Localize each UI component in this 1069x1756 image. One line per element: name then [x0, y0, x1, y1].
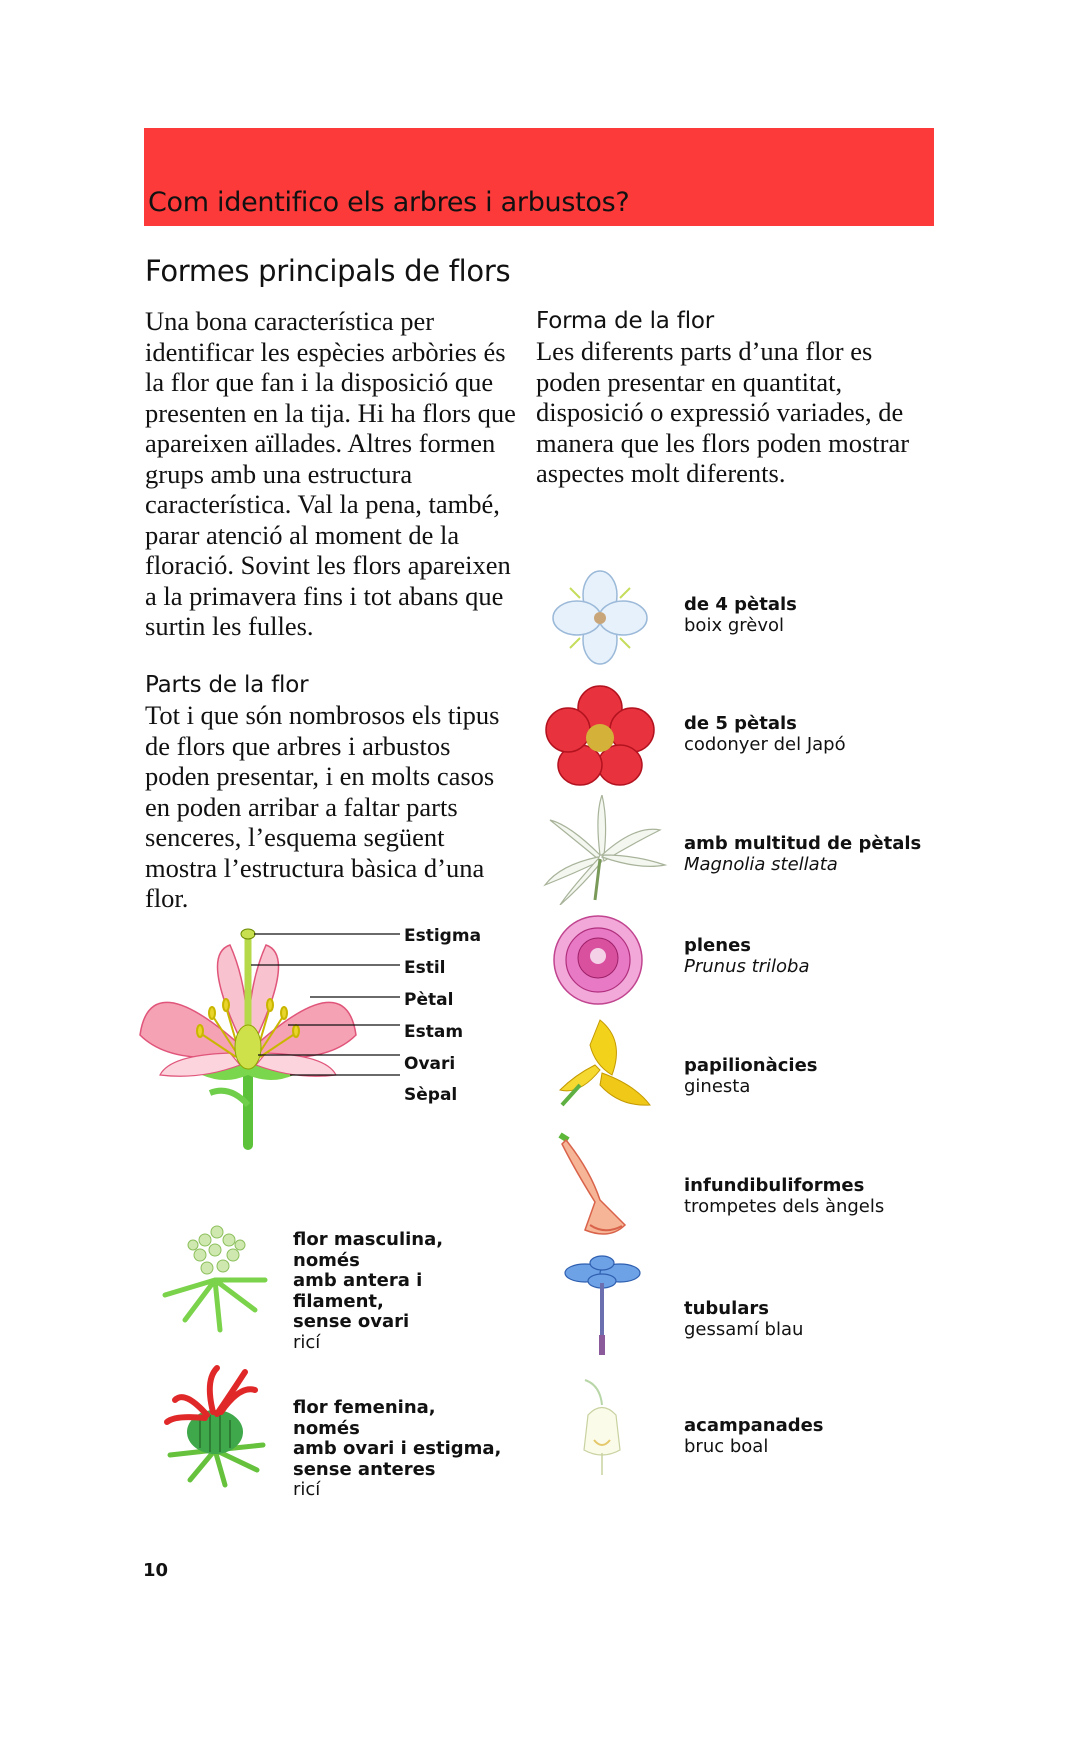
double-flower-illustration: [540, 910, 670, 1020]
papilionaceous-flower-illustration: [540, 1015, 670, 1125]
flower-form-type: acampanades: [684, 1415, 824, 1436]
flower-form-species: codonyer del Japó: [684, 734, 846, 755]
flower-form-species: Prunus triloba: [684, 956, 810, 977]
flower-form-text: [684, 1298, 803, 1340]
male-flower-caption: [293, 1230, 503, 1353]
male-flower-illustration: [145, 1210, 285, 1340]
flower-form-row: [540, 560, 960, 670]
flower-form-row: [540, 910, 960, 1020]
section-title: Formes principals de flors: [145, 254, 511, 288]
male-flower-line2: amb antera i filament,: [293, 1270, 423, 1312]
funnel-flower-illustration: [540, 1130, 670, 1240]
flower-form-row: [540, 680, 960, 790]
form-block: [536, 306, 926, 489]
flower-form-text: [684, 594, 797, 636]
flower-form-type: amb multitud de pètals: [684, 833, 922, 854]
parts-block: [145, 670, 517, 914]
female-flower-caption: [293, 1398, 503, 1501]
parts-title: Parts de la flor: [145, 672, 309, 698]
parts-paragraph: Tot i que són nombrosos els tipus de flors que arbres i arbustos poden presentar, i en molts casos en poden arribar a faltar parts senceres, l’esquema següent mostra l’estructura bàsica d’una flor.: [145, 700, 500, 913]
multi-petal-flower-illustration: [540, 795, 670, 905]
chapter-title: Com identifico els arbres i arbustos?: [148, 187, 630, 218]
flower-form-row: [540, 1130, 960, 1240]
flower-form-row: [540, 1375, 960, 1485]
flower-form-species: Magnolia stellata: [684, 854, 838, 875]
flower-form-text: [684, 935, 810, 977]
flower-form-type: de 4 pètals: [684, 594, 797, 615]
five-petal-flower-illustration: [540, 680, 670, 790]
male-flower-species: ricí: [293, 1331, 321, 1353]
intro-paragraph: Una bona característica per identificar les espècies arbòries és la flor que fan i la disposició que presenten en la tija. Hi ha flors que apareixen aïllades. Altres formen grups amb una estructura característica. Val la pena, també, parar atenció al moment de la floració. Sovint les flors apareixen a la primavera fins i tot abans que surtin les fulles.: [145, 306, 516, 641]
label-sepal: Sèpal: [404, 1085, 458, 1105]
label-ovari: Ovari: [404, 1054, 456, 1074]
label-estil: Estil: [404, 958, 446, 978]
flower-form-row: [540, 1255, 960, 1365]
form-title: Forma de la flor: [536, 308, 715, 334]
flower-form-species: bruc boal: [684, 1436, 769, 1457]
flower-form-type: infundibuliformes: [684, 1175, 865, 1196]
female-flower-line1: flor femenina, només: [293, 1397, 436, 1439]
bell-flower-illustration: [540, 1375, 670, 1485]
flower-form-text: [684, 713, 846, 755]
male-flower-line3: sense ovari: [293, 1311, 410, 1332]
female-flower-illustration: [145, 1360, 285, 1490]
tubular-flower-illustration: [540, 1255, 670, 1365]
flower-form-type: papilionàcies: [684, 1055, 818, 1076]
form-paragraph: Les diferents parts d’una flor es poden presentar en quantitat, disposició o expressió variades, de manera que les flors poden mostrar aspectes molt diferents.: [536, 336, 910, 488]
label-estam: Estam: [404, 1022, 464, 1042]
page-number: 10: [143, 1560, 169, 1581]
female-flower-species: ricí: [293, 1479, 321, 1500]
flower-form-type: tubulars: [684, 1298, 770, 1319]
label-estigma: Estigma: [404, 926, 482, 946]
flower-form-type: plenes: [684, 935, 751, 956]
flower-form-species: gessamí blau: [684, 1319, 804, 1340]
female-flower-row: [145, 1360, 505, 1500]
flower-form-text: [684, 833, 921, 875]
flower-form-text: [684, 1175, 884, 1217]
flower-form-species: boix grèvol: [684, 615, 784, 636]
flower-form-species: ginesta: [684, 1076, 751, 1097]
four-petal-flower-illustration: [540, 560, 670, 670]
flower-form-text: [684, 1055, 818, 1097]
flower-form-type: de 5 pètals: [684, 713, 797, 734]
female-flower-line3: sense anteres: [293, 1458, 436, 1480]
female-flower-line2: amb ovari i estigma,: [293, 1438, 502, 1459]
male-flower-row: [145, 1210, 505, 1353]
flower-form-text: [684, 1415, 824, 1457]
flower-form-row: [540, 795, 960, 905]
chapter-banner: [144, 128, 934, 226]
male-flower-line1: flor masculina, només: [293, 1229, 444, 1271]
flower-form-species: trompetes dels àngels: [684, 1196, 885, 1217]
flower-form-row: [540, 1015, 960, 1125]
label-petal: Pètal: [404, 990, 454, 1010]
